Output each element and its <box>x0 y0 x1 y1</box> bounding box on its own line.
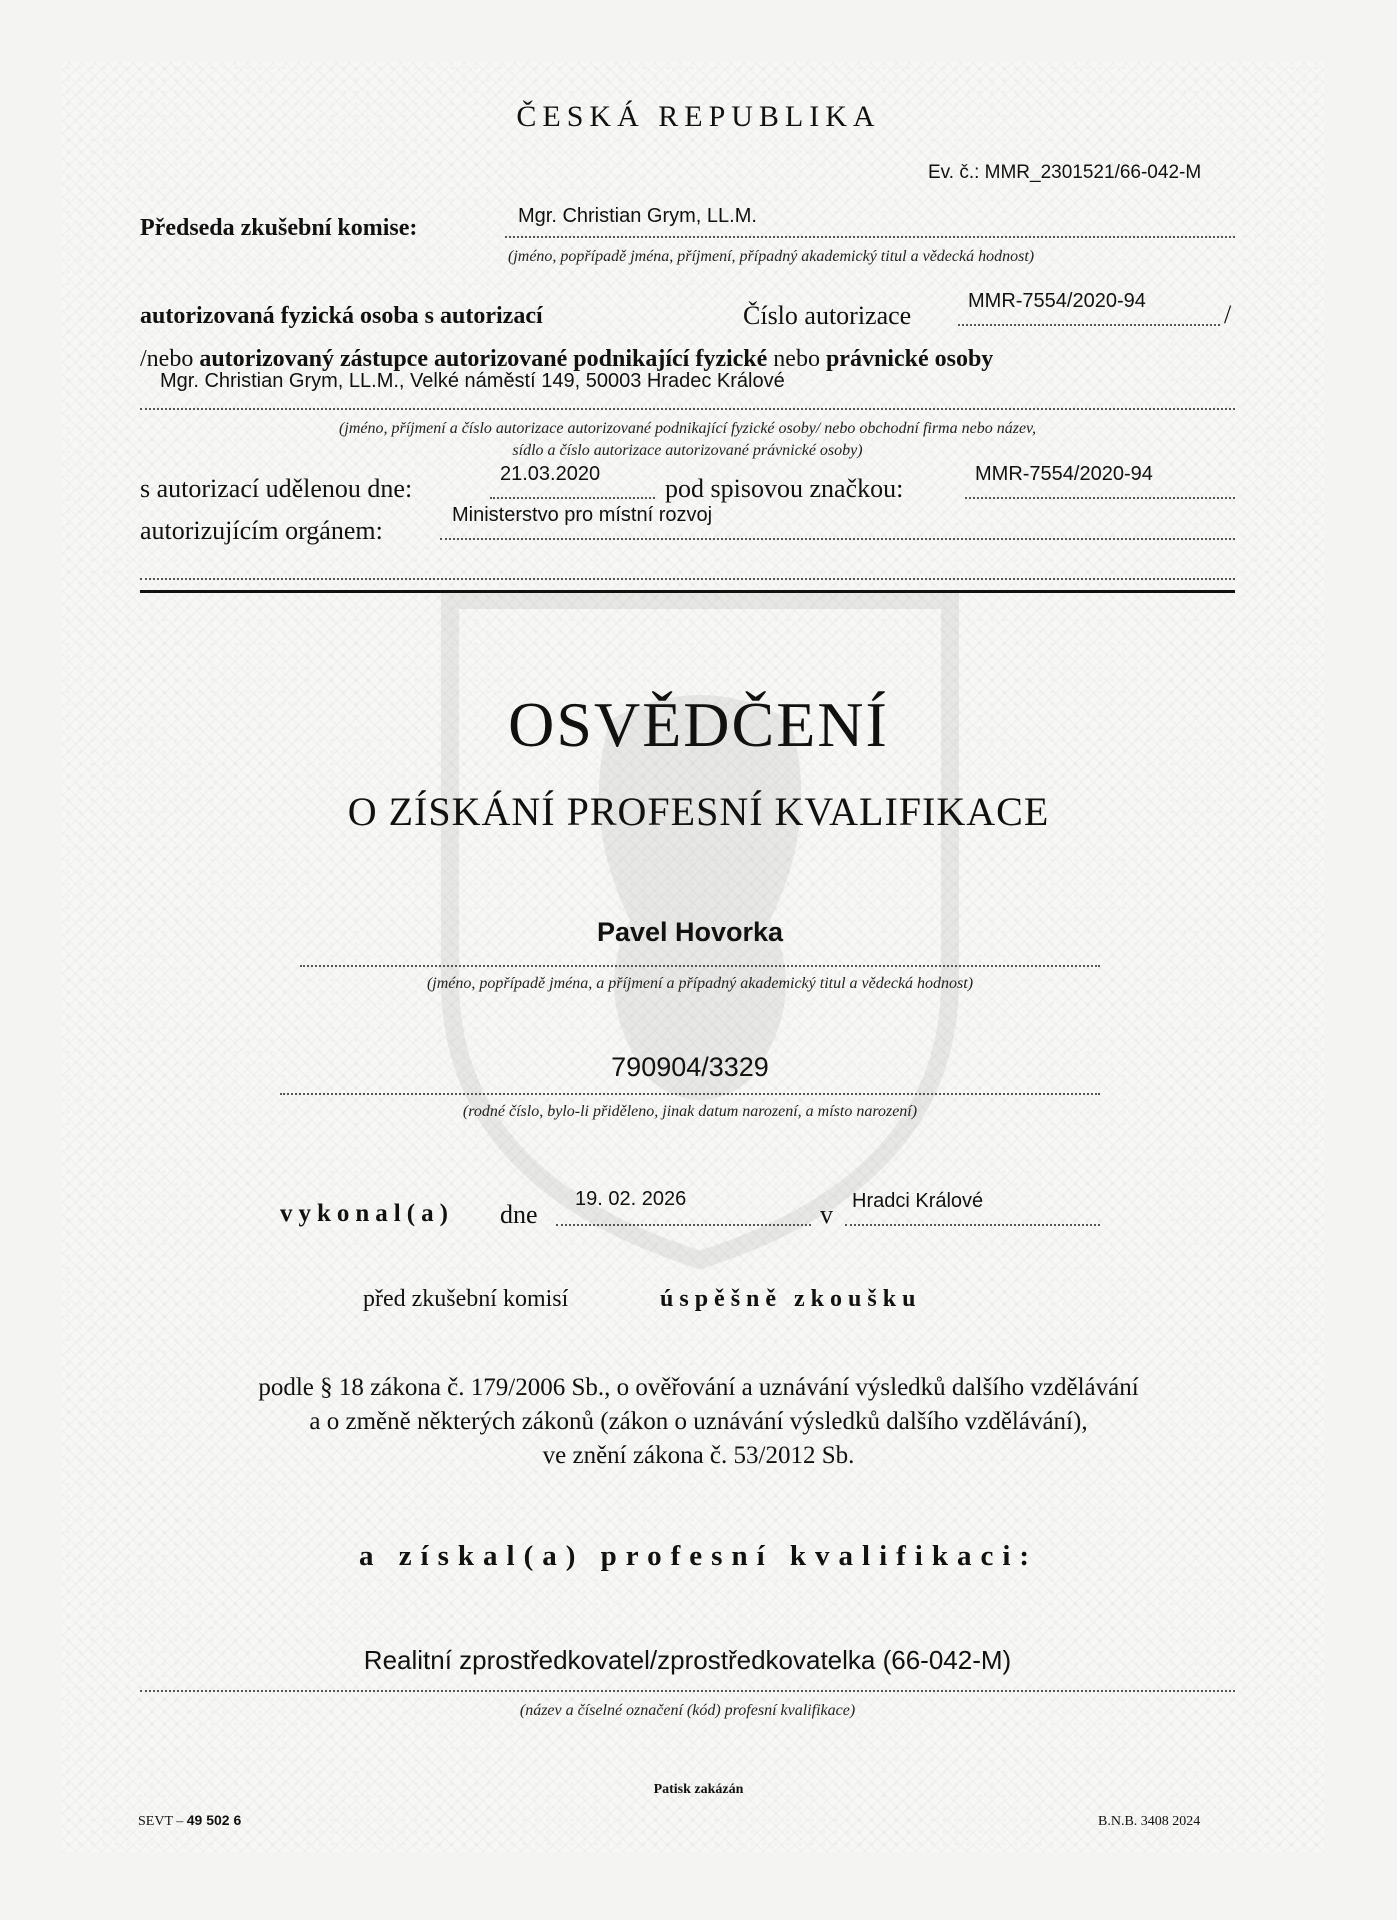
form-code-prefix: SEVT – <box>138 1814 187 1829</box>
granted-value: 21.03.2020 <box>500 463 601 485</box>
auth-number-value: MMR-7554/2020-94 <box>968 290 1146 312</box>
representative-line-dots <box>140 408 1235 410</box>
holder-name: Pavel Hovorka <box>596 917 784 947</box>
law-line-2: a o změně některých zákonů (zákon o uznávání výsledků dalšího vzdělávání), <box>309 1408 1088 1435</box>
authority-label: autorizujícím orgánem: <box>140 516 383 545</box>
committee-text: před zkušební komisí <box>363 1286 569 1312</box>
authority-line <box>440 538 1235 540</box>
exam-place-line <box>845 1224 1100 1226</box>
header-divider <box>140 590 1235 593</box>
law-line-3: ve znění zákona č. 53/2012 Sb. <box>542 1442 855 1469</box>
file-label: pod spisovou značkou: <box>665 474 904 503</box>
certificate-subtitle: O ZÍSKÁNÍ PROFESNÍ KVALIFIKACE <box>347 789 1050 834</box>
birth-number: 790904/3329 <box>611 1052 769 1082</box>
or-bold-2: právnické osoby <box>825 346 994 372</box>
qualification-name: Realitní zprostředkovatel/zprostředkovatelka (66-042-M) <box>363 1645 1012 1675</box>
exam-date: 19. 02. 2026 <box>575 1188 687 1210</box>
chair-line <box>505 236 1235 238</box>
reprint-notice: Patisk zakázán <box>653 1782 744 1797</box>
chair-value: Mgr. Christian Grym, LL.M. <box>518 205 757 227</box>
certificate-title: OSVĚDČENÍ <box>508 689 889 760</box>
birth-line <box>280 1093 1100 1095</box>
country-heading: ČESKÁ REPUBLIKA <box>516 100 881 133</box>
representative-hint-2: sídlo a číslo autorizace autorizované právnické osoby) <box>512 442 863 459</box>
holder-hint: (jméno, popřípadě jména, a příjmení a případný akademický titul a vědecká hodnost) <box>426 975 974 992</box>
or-prefix: /nebo <box>140 346 200 372</box>
representative-hint-1: (jméno, příjmení a číslo autorizace autorizované podnikající fyzické osoby/ nebo obchodní firma nebo název, <box>339 420 1036 437</box>
chair-label: Předseda zkušební komise: <box>140 215 418 241</box>
form-code <box>138 1812 241 1830</box>
representative-value: Mgr. Christian Grym, LL.M., Velké náměstí 149, 50003 Hradec Králové <box>160 370 785 392</box>
holder-line <box>300 965 1100 967</box>
auth-person-label: autorizovaná fyzická osoba s autorizací <box>140 303 543 329</box>
performed-label: vykonal(a) <box>280 1200 454 1227</box>
exam-place: Hradci Králové <box>852 1190 984 1212</box>
auth-number-label: Číslo autorizace <box>743 301 912 330</box>
granted-label: s autorizací udělenou dne: <box>140 474 413 503</box>
obtained-text: a získal(a) profesní kvalifikaci: <box>358 1540 1039 1572</box>
place-label: v <box>820 1200 833 1229</box>
printer-code: B.N.B. 3408 2024 <box>1098 1814 1201 1829</box>
or-mid: nebo <box>767 346 826 372</box>
authority-value: Ministerstvo pro místní rozvoj <box>452 504 713 526</box>
auth-slash: / <box>1224 300 1232 329</box>
qualification-hint: (název a číselné označení (kód) profesní kvalifikace) <box>519 1702 856 1719</box>
exam-date-line <box>556 1224 811 1226</box>
file-value: MMR-7554/2020-94 <box>975 463 1153 485</box>
birth-hint: (rodné číslo, bylo-li přiděleno, jinak datum narození, a místo narození) <box>462 1103 918 1120</box>
representative-line <box>140 346 993 373</box>
granted-line <box>490 497 655 499</box>
form-code-number: 49 502 6 <box>186 1812 242 1828</box>
evidence-number: Ev. č.: MMR_2301521/66-042-M <box>928 162 1202 183</box>
success-text: úspěšně zkoušku <box>660 1286 922 1312</box>
file-line <box>965 497 1235 499</box>
qualification-line <box>140 1690 1235 1692</box>
date-label: dne <box>500 1200 538 1229</box>
auth-number-line <box>958 324 1220 326</box>
authority-extra-line <box>140 578 1235 580</box>
or-bold-1: autorizovaný zástupce autorizované podnikající fyzické <box>199 346 768 372</box>
law-line-1: podle § 18 zákona č. 179/2006 Sb., o ověřování a uznávání výsledků dalšího vzdělávání <box>258 1374 1139 1401</box>
chair-hint: (jméno, popřípadě jména, příjmení, případný akademický titul a vědecká hodnost) <box>508 248 1035 265</box>
